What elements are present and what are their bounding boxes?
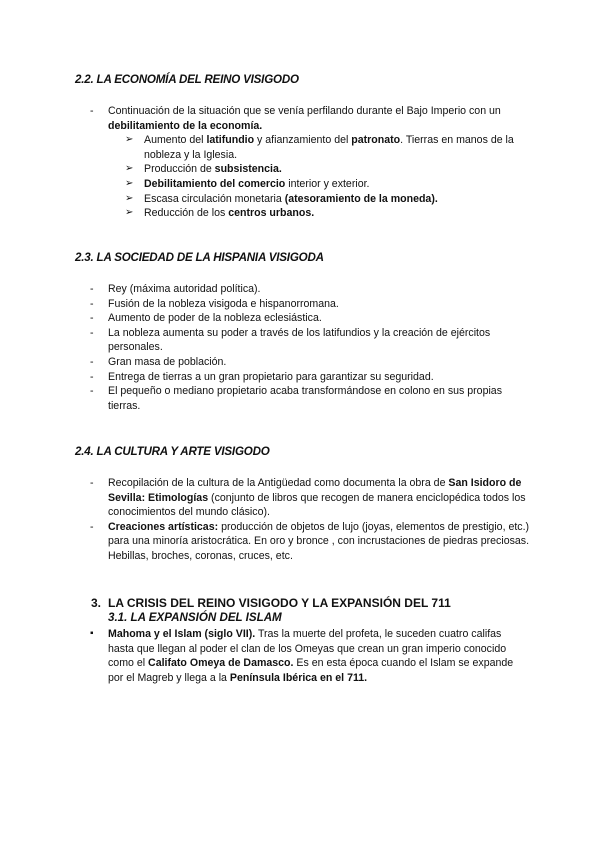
dash-bullet: - (90, 312, 94, 325)
square-bullet-icon: ▪ (90, 628, 94, 639)
dash-bullet: - (90, 385, 94, 398)
list-item: - Creaciones artísticas: producción de objetos de lujo (joyas, elementos de prestigio, etc.) para una minoría aristocrática. En oro y bronce , con incrustaciones de piedras preciosas. Hebillas, broches, coronas, cruces, etc. (90, 520, 530, 562)
dash-bullet: - (90, 105, 94, 117)
list-item: - Gran masa de población. (90, 355, 227, 368)
section-heading-economy: 2.2. LA ECONOMÍA DEL REINO VISIGODO (75, 73, 299, 86)
arrow-bullet-icon: ➢ (125, 163, 134, 175)
arrow-bullet-icon: ➢ (125, 134, 134, 146)
dash-bullet: - (90, 520, 94, 533)
list-item: - Recopilación de la cultura de la Antigüedad como documenta la obra de San Isidoro de Sevilla: Etimologías (conjunto de libros que recogen de manera enciclopédica todos los conocimientos del mundo clásico). (90, 477, 526, 519)
list-item: ▪ Mahoma y el Islam (siglo VII). Tras la muerte del profeta, le suceden cuatro califas hasta que llegan al poder el clan de los Omeyas que crean un gran imperio conocido como el Califato Omeya de Damasco. Es en esta época cuando el Islam se expande por el Magreb y llega a la Península Ibérica en el 711. (90, 628, 514, 684)
dash-bullet: - (90, 283, 94, 295)
list-item: - La nobleza aumenta su poder a través de los latifundios y la creación de ejércitos personales. (90, 326, 491, 354)
arrow-bullet-icon: ➢ (125, 207, 134, 219)
sub-list-item: ➢ Aumento del latifundio y afianzamiento del patronato. Tierras en manos de la nobleza y la Iglesia. (125, 134, 514, 161)
sub-list-item: ➢ Producción de subsistencia. (125, 163, 282, 176)
arrow-bullet-icon: ➢ (125, 192, 134, 204)
society-list (90, 282, 530, 413)
list-item: - Fusión de la nobleza visigoda e hispanorromana. (90, 297, 339, 310)
list-item: - Aumento de poder de la nobleza eclesiástica. (90, 312, 322, 325)
economy-sublist (108, 133, 530, 221)
sub-list-item: ➢ Debilitamiento del comercio interior y exterior. (125, 177, 370, 190)
sub-list-item: ➢ Escasa circulación monetaria (atesoramiento de la moneda). (125, 192, 438, 205)
dash-bullet: - (90, 477, 94, 489)
dash-bullet: - (90, 326, 94, 339)
list-item: - Rey (máxima autoridad política). (90, 283, 261, 295)
chapter-number: 3. (91, 596, 102, 610)
culture-list (90, 476, 530, 564)
dash-bullet: - (90, 355, 94, 368)
economy-list (90, 104, 530, 221)
dash-bullet: - (90, 297, 94, 310)
list-item: - El pequeño o mediano propietario acaba transformándose en colono en sus propias tierras. (90, 385, 502, 412)
sub-list-item: ➢ Reducción de los centros urbanos. (125, 207, 315, 220)
chapter-heading: 3. LA CRISIS DEL REINO VISIGODO Y LA EXPANSIÓN DEL 711 (91, 596, 451, 610)
list-item: - Continuación de la situación que se venía perfilando durante el Bajo Imperio con un debilitamiento de la economía. ➢ Aumento del latifundio y afianzamiento del patronato. Tierras en manos de la nobleza y la Iglesia. ➢ Producción de subsistencia. ➢ Debilitamiento del comercio interior y exterior. ➢ Escasa circulación monetaria (atesoramiento de la moneda). ➢ Reducción de los centros urbanos. (90, 104, 530, 221)
section-heading-society: 2.3. LA SOCIEDAD DE LA HISPANIA VISIGODA (75, 251, 324, 264)
arrow-bullet-icon: ➢ (125, 177, 134, 189)
subsection-heading-islam: 3.1. LA EXPANSIÓN DEL ISLAM (108, 611, 282, 624)
list-item: - Entrega de tierras a un gran propietario para garantizar su seguridad. (90, 370, 434, 383)
islam-list (90, 627, 530, 685)
dash-bullet: - (90, 370, 94, 383)
section-heading-culture: 2.4. LA CULTURA Y ARTE VISIGODO (75, 445, 270, 458)
